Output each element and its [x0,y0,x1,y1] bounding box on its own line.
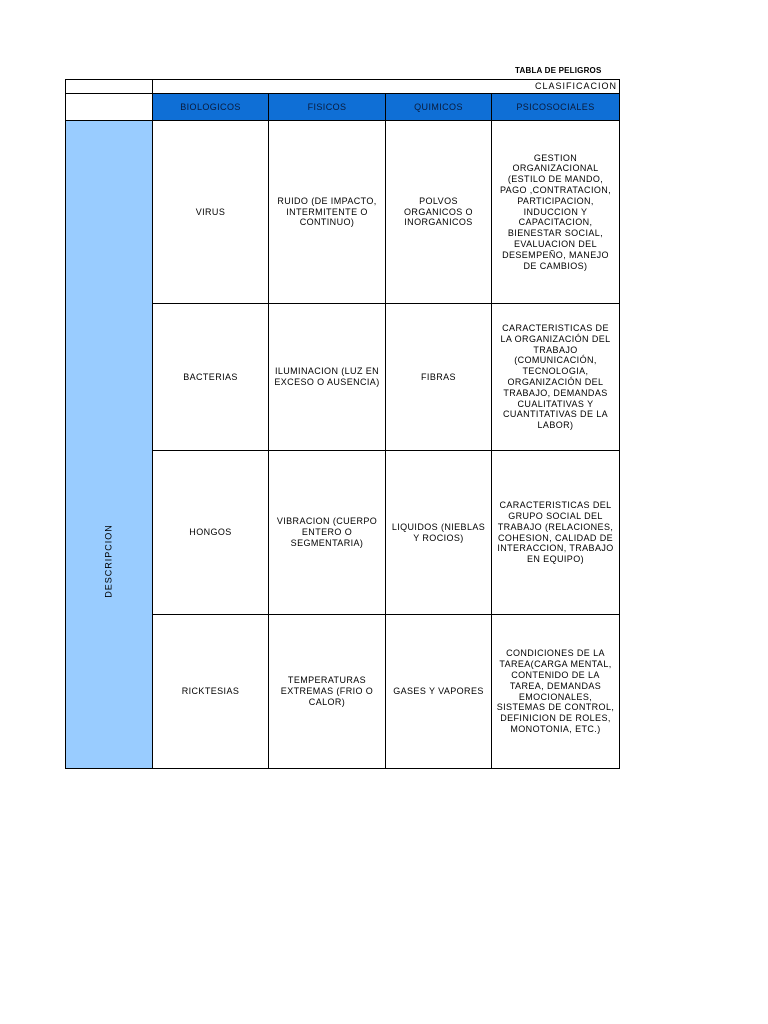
corner-cell [66,94,153,121]
cell-quimico: POLVOS ORGANICOS O INORGANICOS [386,121,492,304]
cell-quimico: LIQUIDOS (NIEBLAS Y ROCIOS) [386,451,492,615]
corner-cell-top [66,80,153,94]
cell-fisico: RUIDO (DE IMPACTO, INTERMITENTE O CONTINUO) [269,121,386,304]
cell-quimico: GASES Y VAPORES [386,615,492,769]
header-fisicos: FISICOS [269,94,386,121]
descripcion-label-cell [66,121,153,769]
cell-biologico: HONGOS [153,451,269,615]
descripcion-label: DESCRIPCION [103,524,114,598]
table-row [66,121,620,304]
table-title: TABLA DE PELIGROS [515,66,602,75]
cell-fisico: ILUMINACION (LUZ EN EXCESO O AUSENCIA) [269,304,386,451]
cell-quimico: FIBRAS [386,304,492,451]
header-biologicos: BIOLOGICOS [153,94,269,121]
hazard-table [65,79,620,769]
cell-biologico: RICKTESIAS [153,615,269,769]
header-psicosociales: PSICOSOCIALES [492,94,620,121]
cell-fisico: VIBRACION (CUERPO ENTERO O SEGMENTARIA) [269,451,386,615]
cell-biologico: VIRUS [153,121,269,304]
cell-psicosocial: CARACTERISTICAS DE LA ORGANIZACIÓN DEL TRABAJO (COMUNICACIÓN, TECNOLOGIA, ORGANIZACIÓN DEL TRABAJO, DEMANDAS CUALITATIVAS Y CUANTITATIVAS DE LA LABOR) [492,304,620,451]
clasificacion-header: CLASIFICACION [153,80,620,94]
cell-psicosocial: GESTION ORGANIZACIONAL (ESTILO DE MANDO, PAGO ,CONTRATACION, PARTICIPACION, INDUCCION Y CAPACITACION, BIENESTAR SOCIAL, EVALUACION DEL DESEMPEÑO, MANEJO DE CAMBIOS) [492,121,620,304]
cell-psicosocial: CARACTERISTICAS DEL GRUPO SOCIAL DEL TRABAJO (RELACIONES, COHESION, CALIDAD DE INTERACCION, TRABAJO EN EQUIPO) [492,451,620,615]
header-quimicos: QUIMICOS [386,94,492,121]
cell-psicosocial: CONDICIONES DE LA TAREA(CARGA MENTAL, CONTENIDO DE LA TAREA, DEMANDAS EMOCIONALES, SISTEMAS DE CONTROL, DEFINICION DE ROLES, MONOTONIA, ETC.) [492,615,620,769]
cell-fisico: TEMPERATURAS EXTREMAS (FRIO O CALOR) [269,615,386,769]
cell-biologico: BACTERIAS [153,304,269,451]
